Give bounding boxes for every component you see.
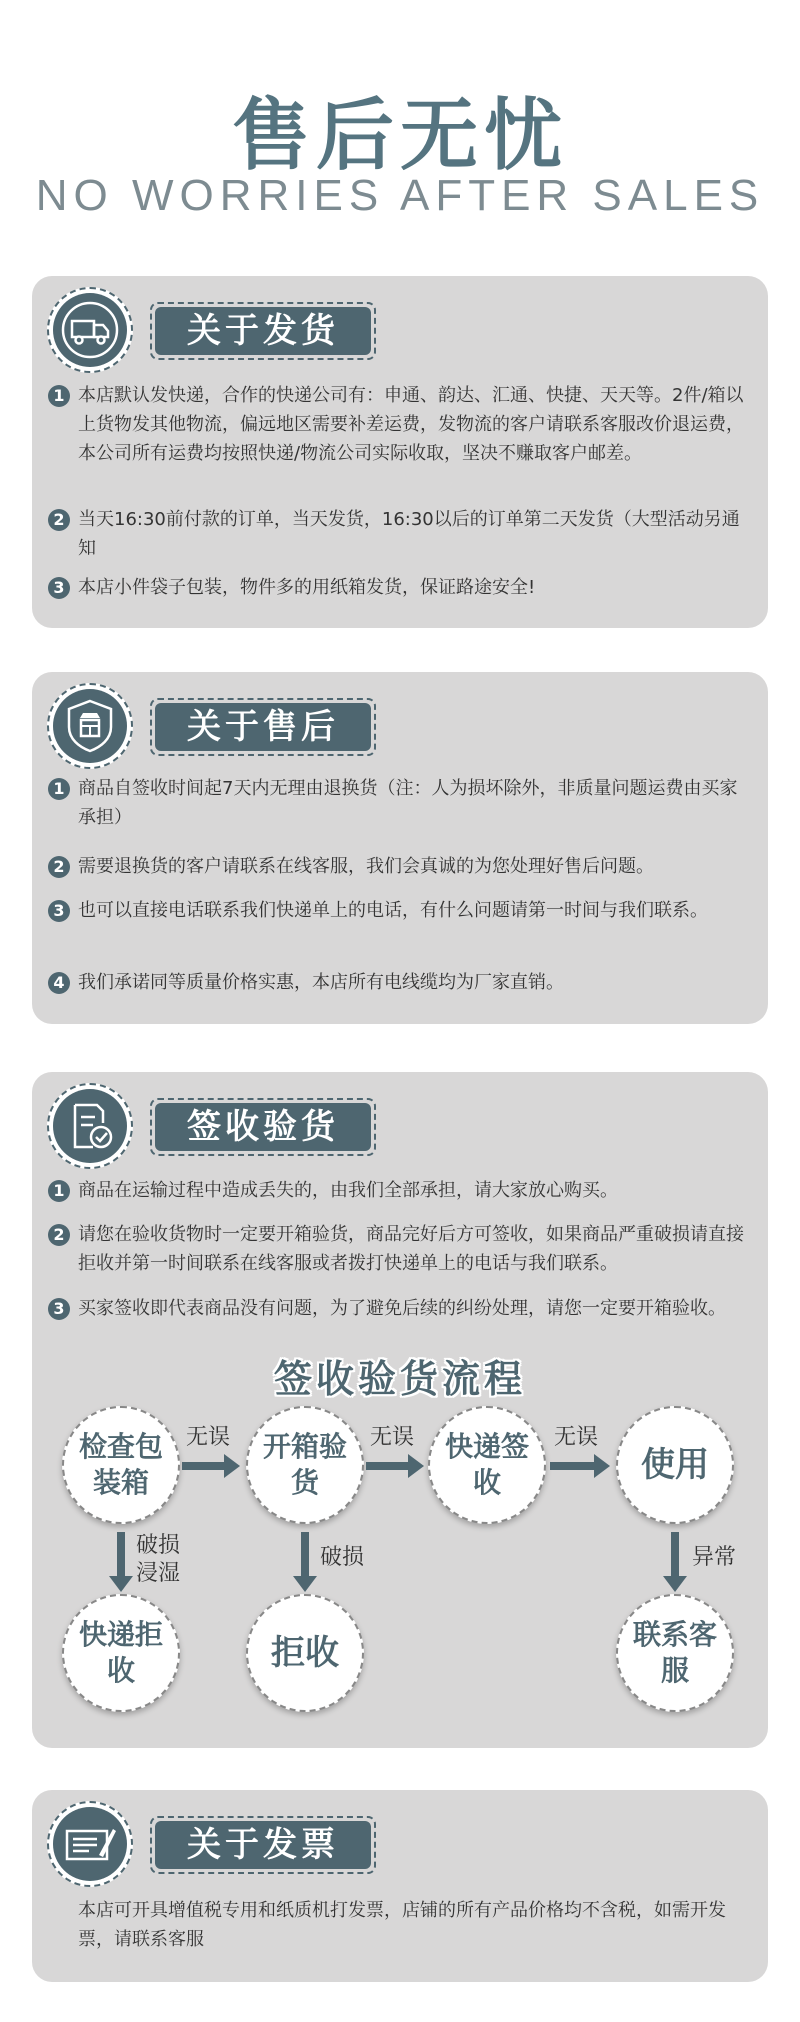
list-item — [48, 505, 753, 563]
item-text: 商品自签收时间起7天内无理由退换货（注：人为损坏除外，非质量问题运费由买家承担） — [78, 778, 738, 828]
invoice-heading — [150, 1816, 376, 1874]
checklist-icon — [53, 1089, 127, 1163]
item-text: 当天16:30前付款的订单，当天发货，16:30以后的订单第二天发货（大型活动另通知 — [78, 509, 740, 559]
flow-step-sign: 快递签收 — [428, 1406, 546, 1524]
inspection-card — [32, 1072, 768, 1748]
inspection-heading-text: 签收验货 — [155, 1103, 371, 1151]
item-number: 2 — [48, 856, 70, 878]
shipping-heading — [150, 302, 376, 360]
item-text: 需要退换货的客户请联系在线客服，我们会真诚的为您处理好售后问题。 — [78, 856, 654, 877]
inspection-heading — [150, 1098, 376, 1156]
item-number: 2 — [48, 1224, 70, 1246]
arrow-down-icon — [117, 1532, 125, 1578]
shipping-badge — [47, 287, 133, 373]
flow-step-open-inspect: 开箱验货 — [246, 1406, 364, 1524]
aftersale-card — [32, 672, 768, 1024]
list-item — [48, 1176, 753, 1205]
item-number: 3 — [48, 900, 70, 922]
aftersale-heading — [150, 698, 376, 756]
item-number: 3 — [48, 577, 70, 599]
flow-step-use: 使用 — [616, 1406, 734, 1524]
item-text: 本店默认发快递，合作的快递公司有：申通、韵达、汇通、快捷、天天等。2件/箱以上货物发其他物流，偏远地区需要补差运费，发物流的客户请联系客服改价退运费，本公司所有运费均按照快递/物流公司实际收取，坚决不赚取客户邮差。 — [78, 385, 744, 464]
list-item — [48, 1220, 753, 1278]
flow-result-contact-service: 联系客服 — [616, 1594, 734, 1712]
aftersale-heading-text: 关于售后 — [155, 703, 371, 751]
invoice-heading-text: 关于发票 — [155, 1821, 371, 1869]
item-text: 买家签收即代表商品没有问题，为了避免后续的纠纷处理，请您一定要开箱验收。 — [78, 1298, 726, 1319]
list-item — [48, 852, 753, 881]
list-item — [48, 1294, 753, 1323]
inspection-badge — [47, 1083, 133, 1169]
shield-shop-icon — [53, 689, 127, 763]
invoice-text — [48, 1896, 753, 1954]
flow-result-reject: 拒收 — [246, 1594, 364, 1712]
aftersale-badge — [47, 683, 133, 769]
arrow-right-icon — [550, 1462, 596, 1470]
item-number: 1 — [48, 1180, 70, 1202]
flow-title: 签收验货流程 — [273, 1357, 526, 1401]
list-item — [48, 381, 753, 468]
shipping-heading-text: 关于发货 — [155, 307, 371, 355]
item-number: 4 — [48, 972, 70, 994]
page-title-cn: 售后无忧 — [231, 91, 568, 181]
item-text: 本店小件袋子包装，物件多的用纸箱发货，保证路途安全! — [78, 577, 536, 598]
arrow-down-icon — [671, 1532, 679, 1578]
item-number: 1 — [48, 778, 70, 800]
item-text: 也可以直接电话联系我们快递单上的电话，有什么问题请第一时间与我们联系。 — [78, 900, 708, 921]
invoice-card — [32, 1790, 768, 1982]
arrow-label: 破损 — [320, 1545, 365, 1570]
arrow-label: 异常 — [692, 1545, 737, 1570]
item-number: 1 — [48, 385, 70, 407]
arrow-label: 无误 — [554, 1425, 599, 1450]
invoice-icon — [53, 1807, 127, 1881]
arrow-label: 无误 — [186, 1425, 231, 1450]
item-text: 我们承诺同等质量价格实惠，本店所有电线缆均为厂家直销。 — [78, 972, 564, 993]
item-number: 3 — [48, 1298, 70, 1320]
item-number: 2 — [48, 509, 70, 531]
list-item — [48, 968, 753, 997]
list-item — [48, 573, 753, 602]
list-item — [48, 774, 753, 832]
page-title-en: NO WORRIES AFTER SALES — [35, 171, 765, 220]
arrow-right-icon — [366, 1462, 410, 1470]
invoice-badge — [47, 1801, 133, 1887]
arrow-right-icon — [182, 1462, 226, 1470]
item-text: 请您在验收货物时一定要开箱验货，商品完好后方可签收，如果商品严重破损请直接拒收并第一时间联系在线客服或者拨打快递单上的电话与我们联系。 — [78, 1224, 744, 1274]
arrow-down-icon — [301, 1532, 309, 1578]
flow-result-courier-reject: 快递拒收 — [62, 1594, 180, 1712]
item-text: 商品在运输过程中造成丢失的，由我们全部承担，请大家放心购买。 — [78, 1180, 618, 1201]
flow-step-check-box: 检查包装箱 — [62, 1406, 180, 1524]
arrow-label: 无误 — [370, 1425, 415, 1450]
arrow-label: 破损浸湿 — [136, 1533, 181, 1586]
delivery-truck-icon — [53, 293, 127, 367]
item-text: 本店可开具增值税专用和纸质机打发票，店铺的所有产品价格均不含税，如需开发票，请联系客服 — [78, 1900, 726, 1950]
shipping-card — [32, 276, 768, 628]
list-item — [48, 896, 753, 925]
